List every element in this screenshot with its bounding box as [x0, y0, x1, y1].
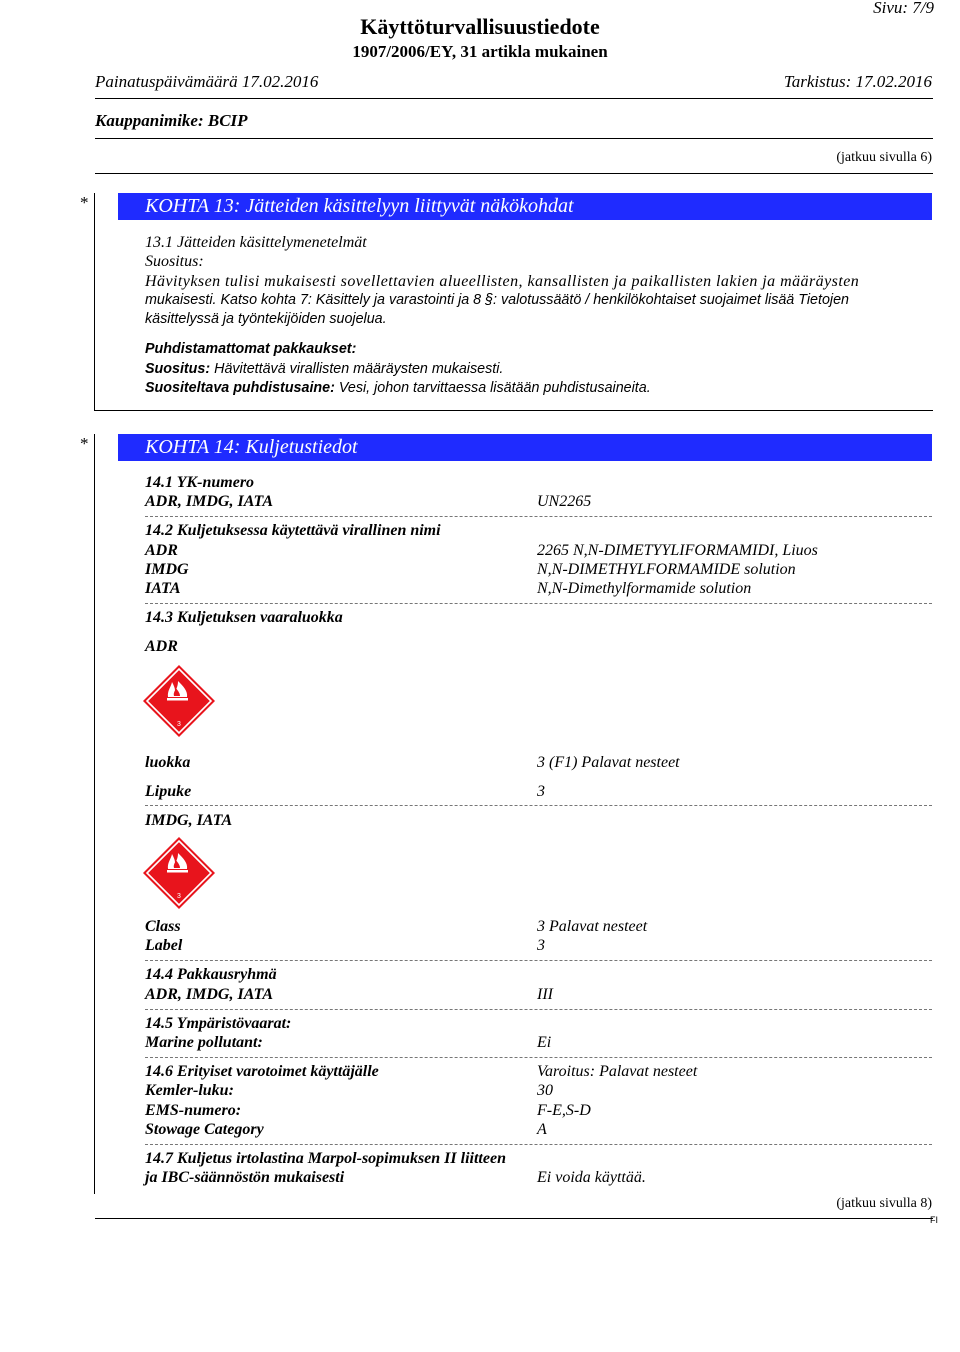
marine-pollutant-value: Ei [537, 1034, 552, 1051]
revision-date: Tarkistus: 17.02.2016 [783, 72, 932, 91]
section13-left-rule [94, 193, 95, 411]
dashed-divider [145, 1057, 932, 1058]
marine-pollutant-label: Marine pollutant: [145, 1034, 263, 1051]
header-divider [95, 98, 933, 99]
adr-class-value: 3 (F1) Palavat nesteet [537, 754, 680, 771]
kemler-value: 30 [537, 1082, 553, 1099]
shipping-name-iata-label: IATA [145, 580, 181, 597]
section13-change-marker: * [80, 193, 89, 212]
recommendation-text-1: Hävityksen tulisi mukaisesti sovellettavien alueellisten, kansallisten ja paikallisten lakien ja määräysten [145, 273, 860, 290]
shipping-name-heading: 14.2 Kuljetuksessa käytettävä virallinen nimi [145, 522, 441, 539]
shipping-name-imdg-value: N,N-DIMETHYLFORMAMIDE solution [537, 561, 796, 578]
special-precautions-value: Varoitus: Palavat nesteet [537, 1063, 698, 1080]
kemler-label: Kemler-luku: [145, 1082, 234, 1099]
recommendation-label: Suositus: [145, 253, 204, 270]
hazard-imdg-label: IMDG, IATA [145, 812, 233, 829]
bulk-transport-value: Ei voida käyttää. [537, 1169, 646, 1186]
flammable-liquid-pictogram [142, 836, 216, 910]
continued-from: (jatkuu sivulla 6) [836, 150, 932, 165]
packing-group-label: ADR, IMDG, IATA [145, 986, 274, 1003]
print-date: Painatuspäivämäärä 17.02.2016 [95, 72, 319, 91]
adr-class-label: luokka [145, 754, 191, 771]
footer-divider [95, 1218, 933, 1219]
trade-name-divider [95, 138, 933, 139]
ems-label: EMS-numero: [145, 1102, 242, 1119]
hazard-class-number: 3 [177, 721, 181, 728]
packing-group-value: III [537, 986, 553, 1003]
imdg-label-value: 3 [537, 937, 545, 954]
dashed-divider [145, 1144, 932, 1145]
un-number-value: UN2265 [537, 493, 592, 510]
section13-divider-bottom [95, 410, 933, 411]
shipping-name-imdg-label: IMDG [145, 561, 189, 578]
adr-label-label: Lipuke [145, 783, 192, 800]
stowage-value: A [537, 1121, 547, 1138]
uncleaned-recommendation-label: Suositus: [145, 361, 211, 377]
shipping-name-iata-value: N,N-Dimethylformamide solution [537, 580, 752, 597]
section-divider-top [95, 173, 933, 174]
dashed-divider [145, 1009, 932, 1010]
section14-change-marker: * [80, 434, 89, 453]
section14-title: KOHTA 14: Kuljetustiedot [145, 436, 358, 458]
section13-title: KOHTA 13: Jätteiden käsittelyyn liittyvät näkökohdat [145, 195, 574, 217]
imdg-class-value: 3 Palavat nesteet [537, 918, 648, 935]
shipping-name-adr-value: 2265 N,N-DIMETYYLIFORMAMIDI, Liuos [537, 542, 818, 559]
hazard-adr-label: ADR [145, 638, 178, 655]
packing-group-heading: 14.4 Pakkausryhmä [145, 966, 277, 983]
continued-on: (jatkuu sivulla 8) [836, 1196, 932, 1211]
environmental-hazards-heading: 14.5 Ympäristövaarat: [145, 1015, 292, 1032]
imdg-class-label: Class [145, 918, 181, 935]
special-precautions-heading: 14.6 Erityiset varotoimet käyttäjälle [145, 1063, 379, 1080]
document-title: Käyttöturvallisuustiedote [360, 14, 600, 39]
section14-title-bar [118, 434, 932, 461]
section13-title-bar [118, 193, 932, 220]
cleaning-agent-label: Suositeltava puhdistusaine: [145, 380, 335, 396]
dashed-divider [145, 603, 932, 604]
flammable-liquid-pictogram [142, 664, 216, 738]
un-number-label: ADR, IMDG, IATA [145, 493, 274, 510]
trade-name: Kauppanimike: BCIP [95, 111, 248, 130]
document-subtitle: 1907/2006/EY, 31 artikla mukainen [352, 42, 608, 61]
bulk-transport-heading-1: 14.7 Kuljetus irtolastina Marpol-sopimuksen II liitteen [145, 1150, 506, 1167]
adr-label-value: 3 [537, 783, 545, 800]
dashed-divider [145, 516, 932, 517]
page-number: Sivu: 7/9 [873, 0, 934, 17]
uncleaned-packaging-label: Puhdistamattomat pakkaukset: [145, 341, 357, 357]
hazard-class-heading: 14.3 Kuljetuksen vaaraluokka [145, 609, 343, 626]
section14-left-rule [94, 434, 95, 1194]
cleaning-agent-text: Vesi, johon tarvittaessa lisätään puhdistusaineita. [338, 380, 651, 396]
dashed-divider [145, 805, 932, 806]
ems-value: F-E,S-D [537, 1102, 591, 1119]
recommendation-text-2: mukaisesti. Katso kohta 7: Käsittely ja varastointi ja 8 §: valotussäätö / henkilökohtaiset suojaimet lisää Tietojen [145, 292, 849, 308]
dashed-divider [145, 960, 932, 961]
stowage-label: Stowage Category [145, 1121, 264, 1138]
un-number-heading: 14.1 YK-numero [145, 474, 255, 491]
uncleaned-recommendation-text: Hävitettävä virallisten määräysten mukaisesti. [214, 361, 504, 377]
recommendation-text-3: käsittelyssä ja työntekijöiden suojelua. [145, 311, 387, 327]
section13-subheading: 13.1 Jätteiden käsittelymenetelmät [145, 234, 367, 251]
shipping-name-adr-label: ADR [145, 542, 178, 559]
bulk-transport-heading-2: ja IBC-säännöstön mukaisesti [145, 1169, 345, 1186]
language-code: FI [930, 1215, 938, 1225]
hazard-class-number: 3 [177, 893, 181, 900]
imdg-label-label: Label [145, 937, 183, 954]
